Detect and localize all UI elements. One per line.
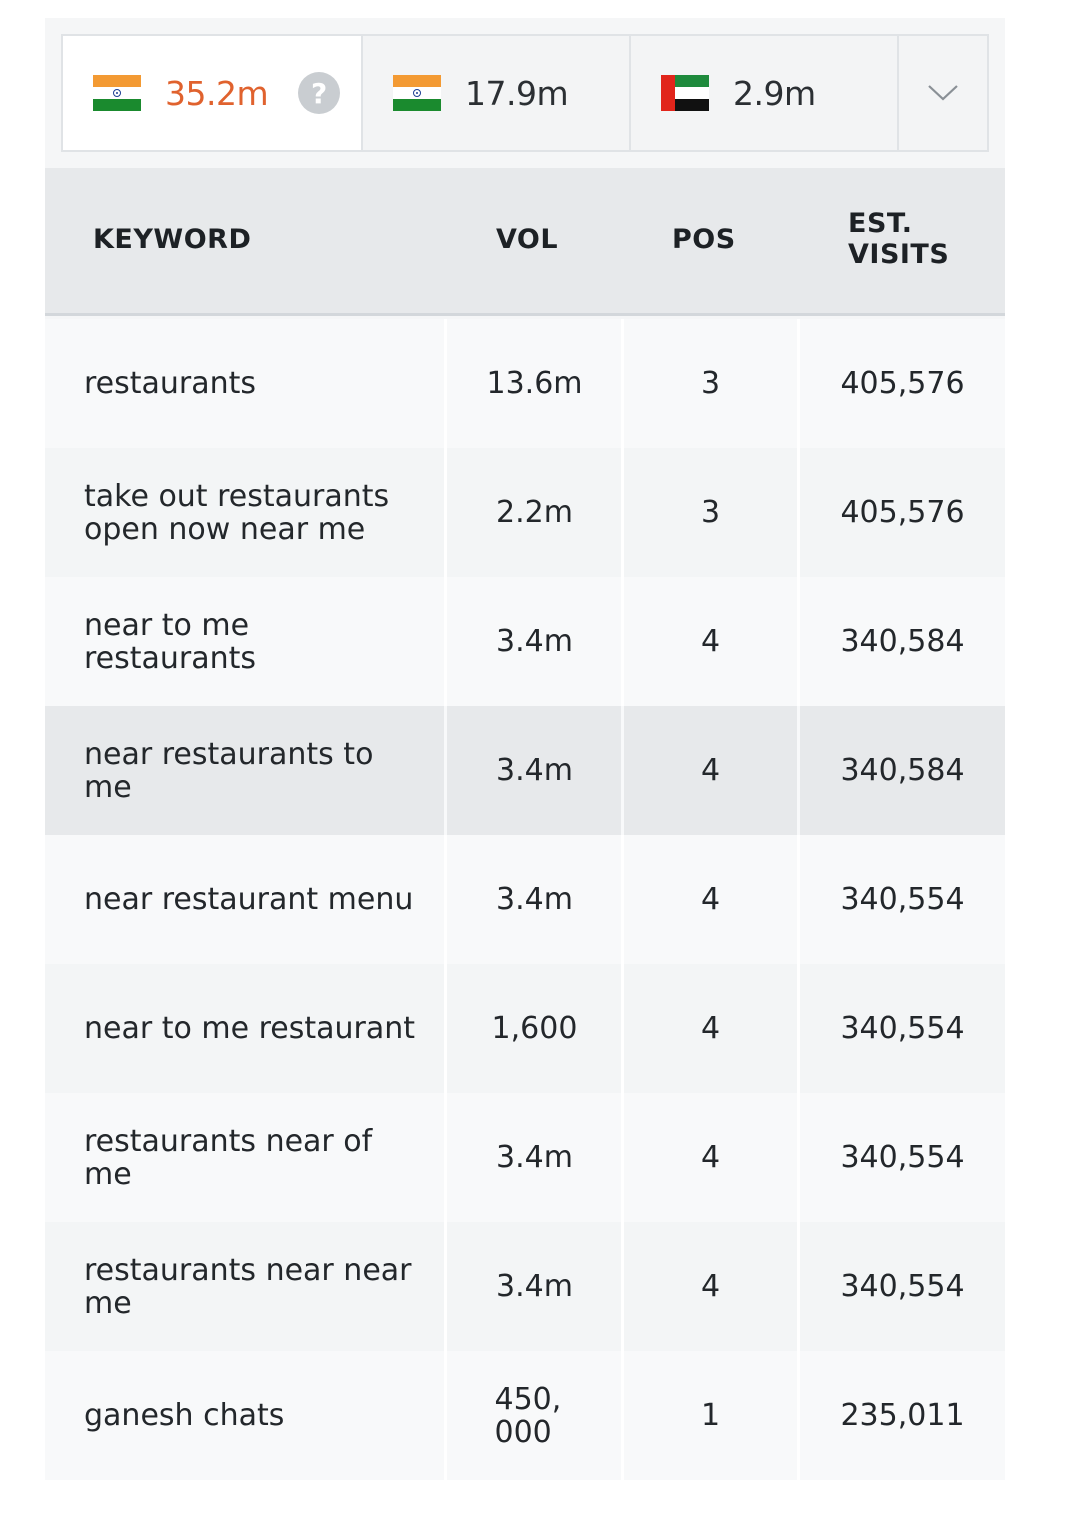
pos-cell: 4: [700, 624, 721, 659]
vol-cell: 3.4m: [496, 1140, 573, 1175]
table-row[interactable]: [45, 319, 1005, 448]
pos-cell: 4: [700, 882, 721, 917]
tab-country-3[interactable]: [631, 36, 899, 150]
vol-cell: [448, 1351, 621, 1480]
vol-cell: 2.2m: [496, 495, 573, 530]
table-header: [45, 168, 1005, 316]
table-row[interactable]: [45, 1093, 1005, 1222]
help-icon[interactable]: ?: [298, 72, 340, 114]
more-countries-button[interactable]: [899, 36, 987, 150]
table-row[interactable]: [45, 577, 1005, 706]
tab-traffic-value: 2.9m: [733, 73, 816, 113]
vol-cell: 3.4m: [496, 753, 573, 788]
vol-cell: 3.4m: [496, 1269, 573, 1304]
country-tabs: [61, 34, 989, 152]
vol-value: 450,000: [494, 1381, 562, 1450]
pos-cell: 4: [700, 1011, 721, 1046]
keyword-cell: near to me restaurants: [84, 607, 257, 676]
vol-cell: 3.4m: [496, 624, 573, 659]
est-visits-cell: 340,554: [840, 882, 965, 917]
uae-flag-icon: [661, 75, 709, 111]
tab-traffic-value: 35.2m: [165, 73, 269, 113]
col-header-est-visits[interactable]: EST. VISITS: [848, 208, 950, 270]
est-visits-cell: 340,554: [840, 1140, 965, 1175]
vol-cell: 3.4m: [496, 882, 573, 917]
india-flag-icon: [393, 75, 441, 111]
tab-traffic-value: 17.9m: [465, 73, 569, 113]
tab-country-2[interactable]: [363, 36, 631, 150]
keyword-cell: take out restaurants open now near me: [84, 478, 390, 547]
pos-cell: 3: [700, 366, 721, 401]
keyword-cell: restaurants near near me: [84, 1252, 412, 1321]
est-visits-cell: 405,576: [840, 366, 965, 401]
table-row[interactable]: [45, 1351, 1005, 1480]
est-visits-cell: 340,584: [840, 753, 965, 788]
keyword-cell: near restaurant menu: [84, 882, 414, 917]
table-row[interactable]: [45, 448, 1005, 577]
table-row[interactable]: [45, 964, 1005, 1093]
pos-cell: 4: [700, 1269, 721, 1304]
keyword-panel: [45, 18, 1005, 1478]
est-visits-cell: 235,011: [840, 1398, 965, 1433]
pos-cell: 1: [700, 1398, 721, 1433]
pos-cell: 4: [700, 1140, 721, 1175]
chevron-down-icon: [928, 85, 958, 101]
keyword-cell: near to me restaurant: [84, 1011, 416, 1046]
pos-cell: 4: [700, 753, 721, 788]
keyword-cell: ganesh chats: [84, 1398, 285, 1433]
india-flag-icon: [93, 75, 141, 111]
col-header-keyword[interactable]: KEYWORD: [93, 224, 252, 255]
keyword-table-body: [45, 319, 1005, 1480]
est-visits-cell: 340,554: [840, 1011, 965, 1046]
keyword-cell: restaurants near of me: [84, 1123, 373, 1192]
keyword-cell: restaurants: [84, 366, 257, 401]
pos-cell: 3: [700, 495, 721, 530]
table-row[interactable]: [45, 835, 1005, 964]
col-header-pos[interactable]: POS: [672, 224, 736, 255]
keyword-cell: near restaurants to me: [84, 736, 374, 805]
est-visits-cell: 340,584: [840, 624, 965, 659]
vol-cell: 1,600: [491, 1011, 578, 1046]
col-header-vol[interactable]: VOL: [496, 224, 559, 255]
table-row[interactable]: [45, 706, 1005, 835]
est-visits-cell: 405,576: [840, 495, 965, 530]
tab-country-1[interactable]: [63, 36, 363, 150]
est-visits-cell: 340,554: [840, 1269, 965, 1304]
table-row[interactable]: [45, 1222, 1005, 1351]
vol-cell: 13.6m: [486, 366, 583, 401]
